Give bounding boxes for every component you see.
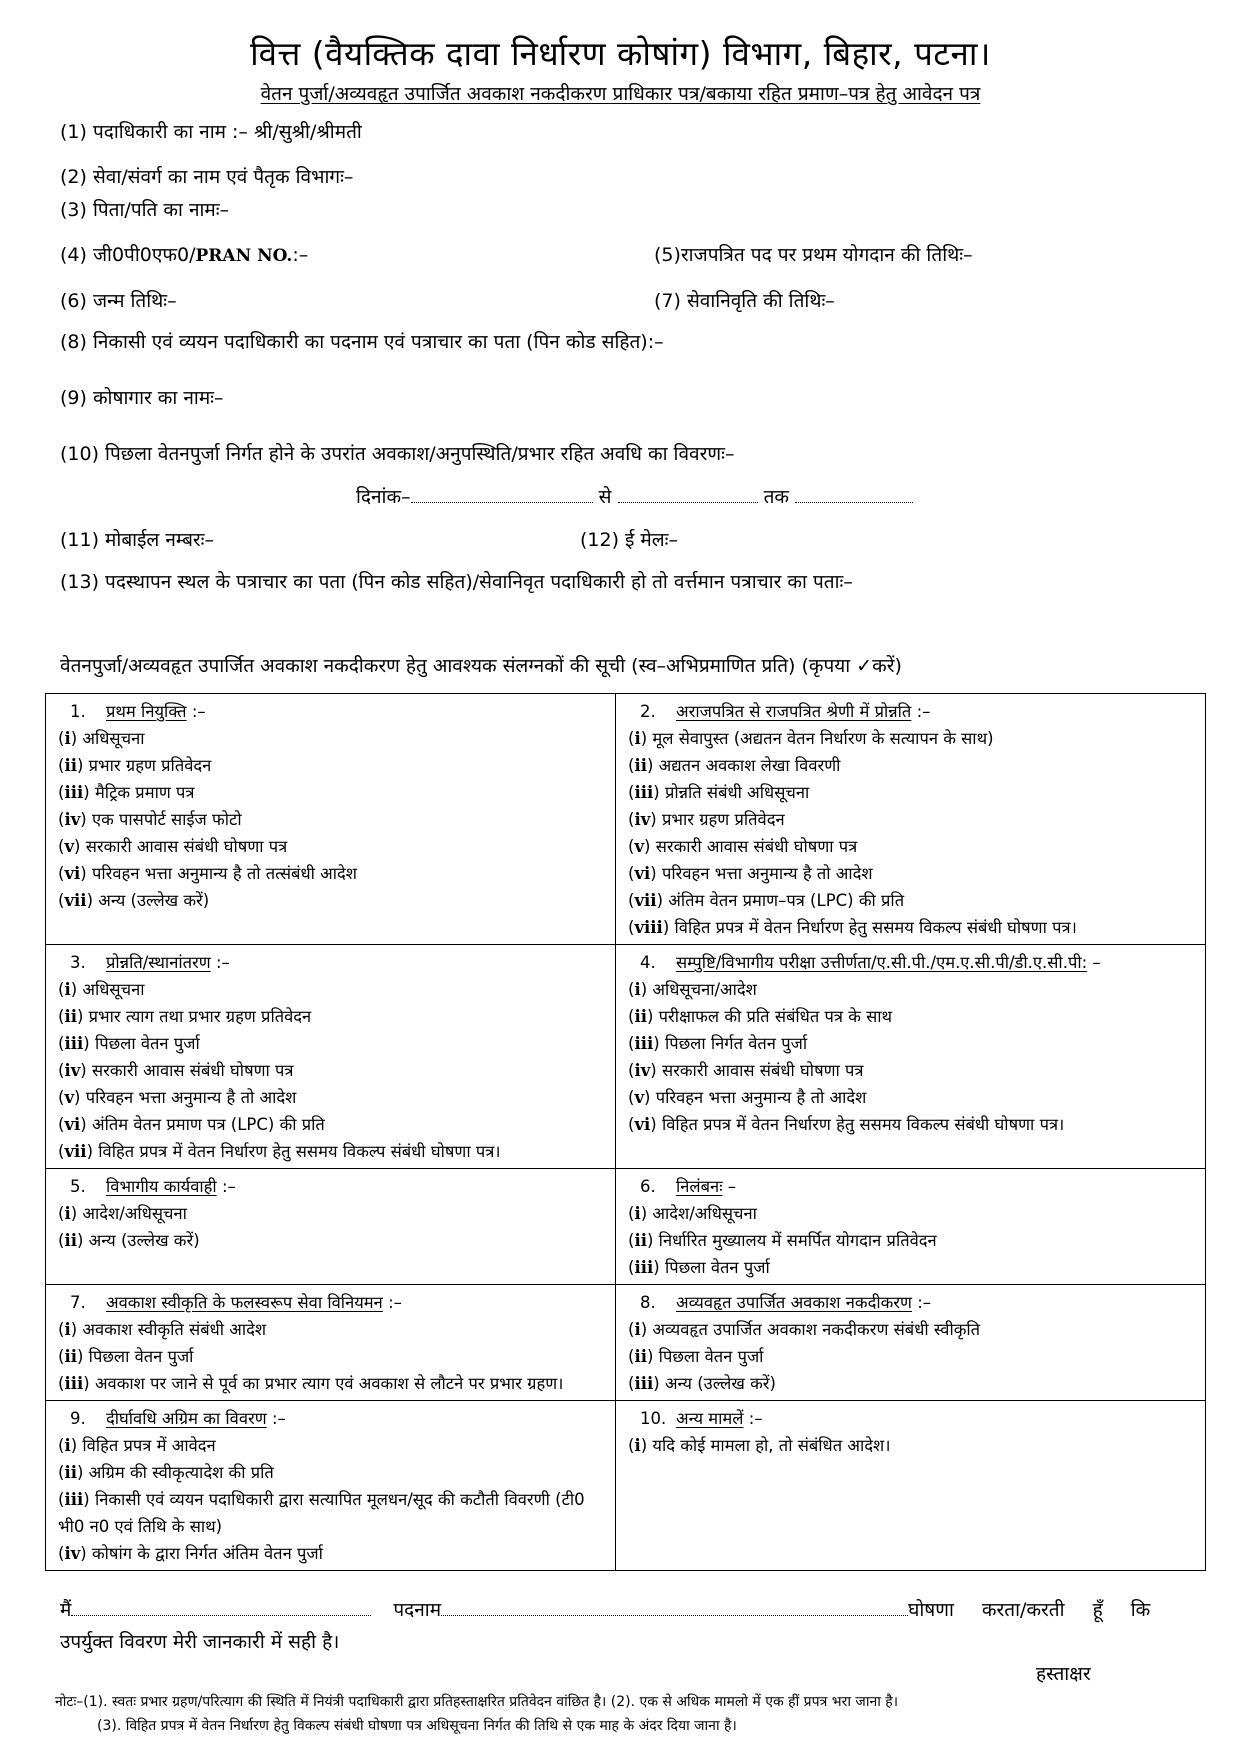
item-text: सरकारी आवास संबंधी घोषणा पत्र — [91, 1061, 294, 1080]
date-tail-blank — [795, 488, 913, 503]
item-numeral-value: iii — [64, 783, 84, 802]
item-numeral: (vi) — [628, 1115, 662, 1134]
section-title-suffix: :– — [221, 1177, 236, 1196]
section-title-suffix: :– — [271, 1409, 286, 1428]
declaration-me: मैं — [60, 1599, 72, 1621]
item-numeral-value: iii — [634, 783, 654, 802]
field-posting-address: (13) पदस्थापन स्थल के पत्राचार का पता (पिन कोड सहित)/सेवानिवृत पदाधिकारी हो तो वर्त्तमान पत्राचार का पताः– — [60, 571, 853, 593]
item-text: यदि कोई मामला हो, तो संबंधित आदेश। — [652, 1436, 891, 1455]
item-text: मूल सेवापुस्त (अद्यतन वेतन निर्धारण के सत्यापन के साथ) — [652, 729, 994, 748]
section-title — [58, 949, 607, 976]
field-mobile-number: (11) मोबाईल नम्बरः– — [60, 529, 215, 551]
field-gpf-suffix: :– — [292, 244, 309, 266]
item-numeral-value: i — [64, 729, 71, 748]
item-numeral: (vii) — [628, 891, 669, 910]
item-text: एक पासपोर्ट साईज फोटो — [91, 810, 242, 829]
date-range-row — [356, 483, 913, 509]
field-father-husband-name: (3) पिता/पति का नामः– — [60, 199, 230, 221]
item-numeral-value: iv — [64, 1544, 81, 1563]
item-numeral-value: iii — [64, 1490, 84, 1509]
item-numeral: (ii) — [58, 1347, 89, 1366]
item-text: पिछला वेतन पुर्जा — [88, 1347, 194, 1366]
item-numeral-value: iv — [64, 1061, 81, 1080]
item-text: विहित प्रपत्र में वेतन निर्धारण हेतु ससमय विकल्प संबंधी घोषणा पत्र। — [98, 1142, 501, 1161]
field-pran-label: PRAN NO. — [195, 246, 293, 266]
item-numeral: (i) — [628, 980, 653, 999]
item-numeral-value: iii — [64, 1034, 84, 1053]
item-text: अन्य (उल्लेख करें) — [98, 891, 210, 910]
item-numeral: (i) — [58, 1436, 83, 1455]
section-cell — [616, 694, 1206, 945]
section-title-text: सम्पुष्टि/विभागीय परीक्षा उत्तीर्णता/ए.सी.पी./एम.ए.सी.पी/डी.ए.सी.पी: — [676, 953, 1088, 972]
item-numeral: (iv) — [58, 1061, 92, 1080]
item-numeral: (ii) — [58, 1463, 89, 1482]
item-numeral: (iii) — [628, 1258, 665, 1277]
item-numeral: (vi) — [58, 864, 92, 883]
checklist-item — [58, 1003, 607, 1030]
section-cell — [46, 945, 616, 1169]
table-row — [46, 1285, 1206, 1401]
item-text: प्रभार ग्रहण प्रतिवेदन — [661, 810, 785, 829]
item-numeral-value: v — [634, 837, 645, 856]
item-text: अन्य (उल्लेख करें) — [88, 1231, 200, 1250]
item-numeral: (iii) — [58, 1034, 95, 1053]
item-numeral-value: ii — [64, 1231, 77, 1250]
section-title — [628, 1405, 1197, 1432]
item-text: अग्रिम की स्वीकृत्यादेश की प्रति — [88, 1463, 274, 1482]
table-row — [46, 945, 1206, 1169]
item-numeral-value: vii — [64, 891, 87, 910]
item-numeral: (iii) — [58, 783, 95, 802]
item-text: परिवहन भत्ता अनुमान्य है तो आदेश — [655, 1088, 867, 1107]
date-from-label: से — [598, 486, 612, 508]
field-email: (12) ई मेलः– — [580, 529, 678, 551]
section-number: 6. — [640, 1177, 656, 1196]
item-text: निर्धारित मुख्यालय में समर्पित योगदान प्रतिवेदन — [658, 1231, 937, 1250]
checklist-item — [58, 887, 607, 914]
item-numeral: (iv) — [628, 810, 662, 829]
form-subtitle-text: वेतन पुर्जा/अव्यवहृत उपार्जित अवकाश नकदीकरण प्राधिकार पत्र/बकाया रहित प्रमाण–पत्र हेतु आवेदन पत्र — [260, 83, 981, 105]
item-numeral: (i) — [628, 1320, 653, 1339]
section-number: 5. — [70, 1177, 86, 1196]
checklist-item — [628, 914, 1197, 941]
checklist-item — [628, 1343, 1197, 1370]
section-cell — [46, 694, 616, 945]
section-title-suffix: :– — [388, 1293, 402, 1312]
section-cell — [616, 945, 1206, 1169]
checklist-item — [58, 976, 607, 1003]
table-row — [46, 1169, 1206, 1285]
section-cell — [46, 1169, 616, 1285]
item-text: परिवहन भत्ता अनुमान्य है तो आदेश — [85, 1088, 297, 1107]
checklist-item — [58, 725, 607, 752]
table-row — [46, 694, 1206, 945]
item-numeral-value: i — [634, 1320, 641, 1339]
item-numeral: (iii) — [628, 1374, 665, 1393]
section-number: 9. — [70, 1409, 86, 1428]
date-label: दिनांक– — [356, 486, 411, 508]
checklist-item — [58, 1138, 607, 1165]
item-numeral-value: ii — [64, 1007, 77, 1026]
page-title: वित्त (वैयक्तिक दावा निर्धारण कोषांग) विभाग, बिहार, पटना। — [250, 34, 991, 73]
declaration-declare-text: घोषणा करता/करती हूँ कि — [908, 1599, 1151, 1621]
item-numeral: (vii) — [58, 1142, 99, 1161]
item-numeral-value: ii — [634, 1347, 647, 1366]
section-title — [628, 949, 1197, 976]
checklist-item — [58, 1111, 607, 1138]
item-text: विहित प्रपत्र में वेतन निर्धारण हेतु ससमय विकल्प संबंधी घोषणा पत्र। — [661, 1115, 1065, 1134]
checklist-item — [58, 1459, 607, 1486]
section-title-text: दीर्घावधि अग्रिम का विवरण — [106, 1409, 267, 1428]
section-title-suffix: :– — [215, 953, 230, 972]
item-text: कोषांग के द्वारा निर्गत अंतिम वेतन पुर्जा — [91, 1544, 323, 1563]
date-to-label: तक — [763, 486, 790, 508]
item-numeral: (i) — [58, 980, 83, 999]
section-title — [58, 1173, 607, 1200]
checklist-item — [58, 860, 607, 887]
item-text: अद्यतन अवकाश लेखा विवरणी — [658, 756, 841, 775]
item-text: अन्य (उल्लेख करें) — [664, 1374, 776, 1393]
item-text: परिवहन भत्ता अनुमान्य है तो आदेश — [661, 864, 873, 883]
item-numeral: (iii) — [628, 1034, 665, 1053]
section-cell — [616, 1401, 1206, 1571]
field-ddo-address: (8) निकासी एवं व्ययन पदाधिकारी का पदनाम एवं पत्राचार का पता (पिन कोड सहित):– — [60, 331, 664, 353]
item-numeral-value: vi — [64, 1115, 81, 1134]
section-number: 4. — [640, 953, 656, 972]
item-numeral: (iv) — [58, 810, 92, 829]
declaration-designation-label: पदनाम — [393, 1599, 442, 1621]
declaration-designation-blank — [441, 1603, 908, 1616]
declaration — [60, 1596, 1205, 1654]
attachments-table — [45, 693, 1206, 1571]
item-text: सरकारी आवास संबंधी घोषणा पत्र — [661, 1061, 864, 1080]
item-numeral-value: iii — [634, 1374, 654, 1393]
item-text: अधिसूचना — [82, 980, 145, 999]
checklist-item — [58, 1316, 607, 1343]
item-numeral: (i) — [628, 1204, 653, 1223]
section-title-suffix: – — [1092, 953, 1101, 972]
item-numeral: (ii) — [58, 1231, 89, 1250]
item-text: विहित प्रपत्र में आवेदन — [82, 1436, 216, 1455]
item-numeral: (iii) — [58, 1374, 95, 1393]
item-numeral: (i) — [58, 729, 83, 748]
section-title-text: अवकाश स्वीकृति के फलस्वरूप सेवा विनियमन — [106, 1293, 383, 1312]
item-numeral: (ii) — [628, 1007, 659, 1026]
field-officer-name: (1) पदाधिकारी का नाम :– श्री/सुश्री/श्रीमती — [60, 121, 362, 143]
checklist-item — [628, 752, 1197, 779]
checklist-item — [58, 1084, 607, 1111]
section-cell — [616, 1169, 1206, 1285]
item-text: प्रोन्नति संबंधी अधिसूचना — [664, 783, 810, 802]
item-numeral: (i) — [58, 1204, 83, 1223]
section-title-text: विभागीय कार्यवाही — [106, 1177, 217, 1196]
checklist-item — [58, 1540, 607, 1567]
section-title — [628, 1289, 1197, 1316]
checklist-item — [58, 1432, 607, 1459]
item-numeral: (iii) — [58, 1490, 95, 1509]
section-title — [58, 698, 607, 725]
checklist-item — [628, 1084, 1197, 1111]
checklist-item — [628, 887, 1197, 914]
section-title-text: अराजपत्रित से राजपत्रित श्रेणी में प्रोन्नति — [676, 702, 912, 721]
section-number: 10. — [640, 1409, 667, 1428]
item-numeral-value: v — [64, 1088, 75, 1107]
section-title-suffix: :– — [917, 1293, 932, 1312]
date-to-blank — [618, 488, 758, 503]
checklist-item — [58, 779, 607, 806]
item-numeral-value: v — [64, 837, 75, 856]
section-cell — [46, 1401, 616, 1571]
item-numeral-value: ii — [634, 1231, 647, 1250]
field-gpf-pran — [60, 241, 308, 267]
item-numeral: (i) — [58, 1320, 83, 1339]
item-numeral-value: i — [634, 729, 641, 748]
date-from-blank — [411, 488, 593, 503]
checklist-item — [58, 806, 607, 833]
item-numeral-value: iv — [634, 810, 651, 829]
item-numeral: (v) — [628, 1088, 656, 1107]
checklist-item — [628, 1030, 1197, 1057]
item-text: अधिसूचना — [82, 729, 145, 748]
item-numeral-value: iii — [634, 1258, 654, 1277]
section-title — [628, 698, 1197, 725]
item-numeral: (iii) — [628, 783, 665, 802]
attachments-heading: वेतनपुर्जा/अव्यवहृत उपार्जित अवकाश नकदीकरण हेतु आवश्यक संलग्नकों की सूची (स्व–अभिप्रमाणित प्रति) (कृपया ✓करें) — [60, 655, 902, 677]
checklist-item — [628, 1003, 1197, 1030]
item-numeral-value: i — [64, 980, 71, 999]
section-title-text: प्रोन्नति/स्थानांतरण — [106, 953, 211, 972]
item-numeral-value: iv — [64, 810, 81, 829]
checklist-item — [628, 1254, 1197, 1281]
checklist-item — [58, 1343, 607, 1370]
item-numeral-value: i — [634, 980, 641, 999]
item-numeral-value: viii — [634, 918, 663, 937]
item-numeral: (ii) — [58, 756, 89, 775]
item-text: अव्यवहृत उपार्जित अवकाश नकदीकरण संबंधी स्वीकृति — [652, 1320, 981, 1339]
item-numeral-value: ii — [634, 1007, 647, 1026]
section-title-suffix: :– — [748, 1409, 763, 1428]
section-title-suffix: :– — [191, 702, 206, 721]
item-text: परीक्षाफल की प्रति संबंधित पत्र के साथ — [658, 1007, 893, 1026]
item-numeral: (vi) — [58, 1115, 92, 1134]
item-numeral-value: v — [634, 1088, 645, 1107]
checklist-item — [58, 1200, 607, 1227]
item-numeral-value: ii — [64, 1463, 77, 1482]
item-numeral: (ii) — [628, 756, 659, 775]
item-numeral-value: vii — [64, 1142, 87, 1161]
section-title-text: अन्य मामलें — [676, 1409, 744, 1428]
section-number: 8. — [640, 1293, 656, 1312]
item-numeral-value: iv — [634, 1061, 651, 1080]
declaration-line-1 — [60, 1596, 1205, 1622]
notes — [55, 1690, 898, 1738]
item-numeral-value: i — [634, 1436, 641, 1455]
item-numeral-value: ii — [64, 1347, 77, 1366]
field-leave-period: (10) पिछला वेतनपुर्जा निर्गत होने के उपरांत अवकाश/अनुपस्थिति/प्रभार रहित अवधि का विवरणः– — [60, 443, 735, 465]
item-text: विहित प्रपत्र में वेतन निर्धारण हेतु ससमय विकल्प संबंधी घोषणा पत्र। — [674, 918, 1077, 937]
item-text: पिछला वेतन पुर्जा — [94, 1034, 200, 1053]
item-numeral: (ii) — [628, 1347, 659, 1366]
item-numeral-value: i — [64, 1204, 71, 1223]
item-numeral-value: vii — [634, 891, 657, 910]
field-service-cadre: (2) सेवा/संवर्ग का नाम एवं पैतृक विभागः– — [60, 166, 354, 188]
checklist-item — [628, 1432, 1197, 1459]
checklist-item — [628, 779, 1197, 806]
item-text: आदेश/अधिसूचना — [82, 1204, 187, 1223]
table-row — [46, 1401, 1206, 1571]
section-title — [58, 1405, 607, 1432]
checklist-item — [628, 1370, 1197, 1397]
section-number: 3. — [70, 953, 86, 972]
section-title-suffix: :– — [916, 702, 931, 721]
checklist-item — [58, 1370, 607, 1397]
item-numeral: (v) — [58, 1088, 86, 1107]
declaration-name-blank — [71, 1603, 371, 1616]
checklist-item — [628, 1111, 1197, 1138]
item-numeral: (ii) — [58, 1007, 89, 1026]
item-numeral: (i) — [628, 729, 653, 748]
item-numeral: (i) — [628, 1436, 653, 1455]
section-number: 1. — [70, 702, 86, 721]
item-text: अधिसूचना/आदेश — [652, 980, 757, 999]
item-numeral: (v) — [628, 837, 656, 856]
field-birth-date: (6) जन्म तिथिः– — [60, 290, 177, 312]
checklist-item — [628, 1200, 1197, 1227]
section-title — [628, 1173, 1197, 1200]
section-title-suffix: – — [727, 1177, 737, 1196]
item-numeral-value: vi — [634, 1115, 651, 1134]
checklist-item — [628, 1316, 1197, 1343]
section-number: 2. — [640, 702, 656, 721]
item-text: अवकाश स्वीकृति संबंधी आदेश — [82, 1320, 267, 1339]
item-numeral-value: i — [634, 1204, 641, 1223]
checklist-item — [628, 1057, 1197, 1084]
section-title-text: प्रथम नियुक्ति — [106, 702, 187, 721]
section-title-text: अव्यवहृत उपार्जित अवकाश नकदीकरण — [676, 1293, 912, 1312]
item-text: अंतिम वेतन प्रमाण पत्र (LPC) की प्रति — [91, 1115, 325, 1134]
checklist-item — [58, 752, 607, 779]
checklist-item — [58, 833, 607, 860]
declaration-line-2: उपर्युक्त विवरण मेरी जानकारी में सही है। — [60, 1631, 340, 1653]
item-numeral-value: ii — [634, 756, 647, 775]
checklist-item — [58, 1486, 607, 1540]
checklist-item — [628, 860, 1197, 887]
item-text: मैट्रिक प्रमाण पत्र — [94, 783, 195, 802]
section-title-text: निलंबनः — [676, 1177, 723, 1196]
item-text: प्रभार त्याग तथा प्रभार ग्रहण प्रतिवेदन — [88, 1007, 312, 1026]
section-title — [58, 1289, 607, 1316]
item-numeral: (v) — [58, 837, 86, 856]
field-gazetted-joining-date: (5)राजपत्रित पद पर प्रथम योगदान की तिथिः– — [654, 244, 973, 266]
item-numeral-value: i — [64, 1436, 71, 1455]
checklist-item — [628, 833, 1197, 860]
item-numeral-value: iii — [634, 1034, 654, 1053]
item-numeral-value: vi — [634, 864, 651, 883]
note-line-2: (3). विहित प्रपत्र में वेतन निर्धारण हेतु विकल्प संबंधी घोषणा पत्र अधिसूचना निर्गत की तिथि से एक माह के अंदर दिया जाना है। — [97, 1718, 737, 1734]
field-gpf-label: (4) जी0पी0एफ0/ — [60, 244, 196, 266]
item-text: परिवहन भत्ता अनुमान्य है तो तत्संबंधी आदेश — [91, 864, 357, 883]
item-numeral: (ii) — [628, 1231, 659, 1250]
item-text: अंतिम वेतन प्रमाण–पत्र (LPC) की प्रति — [668, 891, 905, 910]
section-number: 7. — [70, 1293, 86, 1312]
item-numeral: (iv) — [628, 1061, 662, 1080]
section-cell — [616, 1285, 1206, 1401]
checklist-item — [628, 1227, 1197, 1254]
item-text: अवकाश पर जाने से पूर्व का प्रभार त्याग एवं अवकाश से लौटने पर प्रभार ग्रहण। — [94, 1374, 564, 1393]
item-numeral-value: iii — [64, 1374, 84, 1393]
item-numeral: (vii) — [58, 891, 99, 910]
checklist-item — [58, 1030, 607, 1057]
item-text: पिछला वेतन पुर्जा — [664, 1258, 770, 1277]
field-retirement-date: (7) सेवानिवृति की तिथिः– — [654, 290, 835, 312]
checklist-item — [58, 1227, 607, 1254]
item-numeral-value: i — [64, 1320, 71, 1339]
checklist-item — [628, 976, 1197, 1003]
item-numeral: (viii) — [628, 918, 675, 937]
item-text: निकासी एवं व्ययन पदाधिकारी द्वारा सत्यापित मूलधन/सूद की कटौती विवरणी (टी0 भी0 न0 एवं तिथि के साथ) — [58, 1490, 585, 1536]
checklist-item — [628, 806, 1197, 833]
item-numeral: (vi) — [628, 864, 662, 883]
item-numeral-value: ii — [64, 756, 77, 775]
checklist-item — [628, 725, 1197, 752]
section-cell — [46, 1285, 616, 1401]
form-subtitle — [0, 80, 1241, 106]
item-text: पिछला वेतन पुर्जा — [658, 1347, 764, 1366]
signature-label: हस्ताक्षर — [1036, 1663, 1091, 1685]
item-text: पिछला निर्गत वेतन पुर्जा — [664, 1034, 808, 1053]
checklist-item — [58, 1057, 607, 1084]
item-text: प्रभार ग्रहण प्रतिवेदन — [88, 756, 212, 775]
item-text: आदेश/अधिसूचना — [652, 1204, 757, 1223]
field-treasury-name: (9) कोषागार का नामः– — [60, 387, 224, 409]
item-numeral-value: vi — [64, 864, 81, 883]
item-numeral: (iv) — [58, 1544, 92, 1563]
item-text: सरकारी आवास संबंधी घोषणा पत्र — [655, 837, 858, 856]
note-line-1: नोटः–(1). स्वतः प्रभार ग्रहण/परित्याग की स्थिति में नियंत्री पदाधिकारी द्वारा प्रतिहस्ताक्षरित प्रतिवेदन वांछित है। (2). एक से अधिक मामलो में एक हीं प्रपत्र भरा जाना है। — [55, 1694, 899, 1710]
item-text: सरकारी आवास संबंधी घोषणा पत्र — [85, 837, 288, 856]
